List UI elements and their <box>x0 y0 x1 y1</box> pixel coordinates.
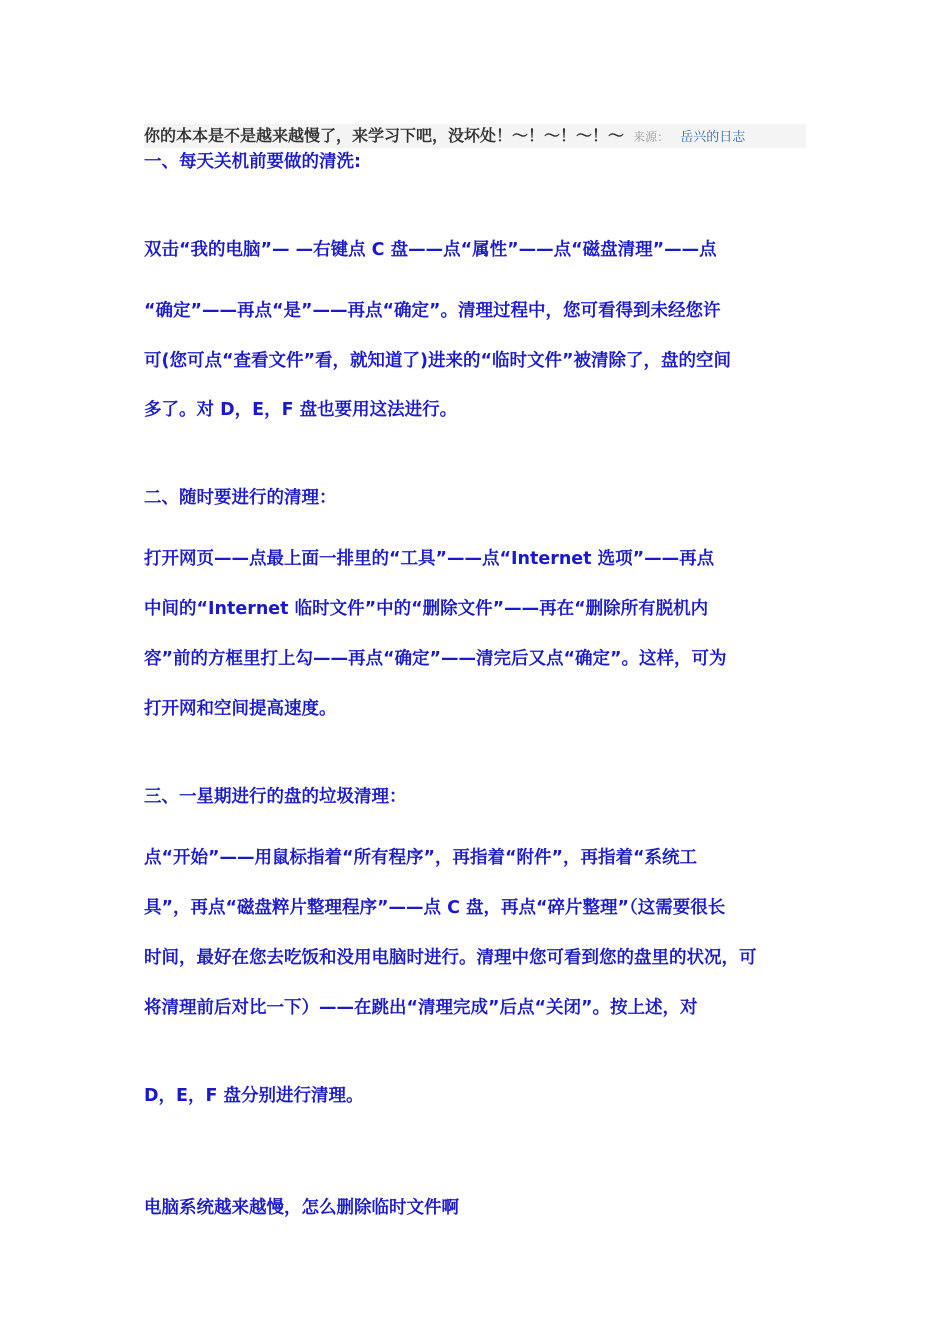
section-3-line: D，E，F 盘分别进行清理。 <box>144 1086 364 1106</box>
section-2-line: 打开网页——点最上面一排里的“工具”——点“Internet 选项”——再点 <box>144 549 715 569</box>
section-2-heading: 二、随时要进行的清理： <box>144 488 337 508</box>
section-1-heading: 一、每天关机前要做的清洗: <box>144 152 361 172</box>
section-1-line: 可(您可点“查看文件”看，就知道了)进来的“临时文件”被清除了，盘的空间 <box>144 351 731 371</box>
section-3-heading: 三、一星期进行的盘的垃圾清理： <box>144 787 407 807</box>
section-2-line: 容”前的方框里打上勾——再点“确定”——清完后又点“确定”。这样，可为 <box>144 649 727 669</box>
section-2-line: 打开网和空间提高速度。 <box>144 699 337 719</box>
source-link[interactable]: 岳兴的日志 <box>680 130 746 145</box>
section-3-line: 将清理前后对比一下）——在跳出“清理完成”后点“关闭”。按上述，对 <box>144 998 698 1018</box>
article-header <box>144 124 806 148</box>
section-3-line: 点“开始”——用鼠标指着“所有程序”，再指着“附件”，再指着“系统工 <box>144 848 698 868</box>
section-1-line: 双击“我的电脑”— —右键点 C 盘——点“属性”——点“磁盘清理”——点 <box>144 240 717 260</box>
section-1-line: 多了。对 D，E，F 盘也要用这法进行。 <box>144 400 458 420</box>
section-3-line: 时间，最好在您去吃饭和没用电脑时进行。清理中您可看到您的盘里的状况，可 <box>144 948 757 968</box>
section-2-line: 中间的“Internet 临时文件”中的“删除文件”——再在“删除所有脱机内 <box>144 599 709 619</box>
section-1-line: “确定”——再点“是”——再点“确定”。清理过程中，您可看得到未经您许 <box>144 301 721 321</box>
article-title: 你的本本是不是越来越慢了，来学习下吧，没坏处！～！～！～！～ <box>144 126 625 145</box>
section-4-heading: 电脑系统越来越慢，怎么删除临时文件啊 <box>144 1198 459 1218</box>
source-label: 来源： <box>633 130 670 144</box>
section-3-line: 具”，再点“磁盘粹片整理程序”——点 C 盘，再点“碎片整理”（这需要很长 <box>144 898 726 918</box>
